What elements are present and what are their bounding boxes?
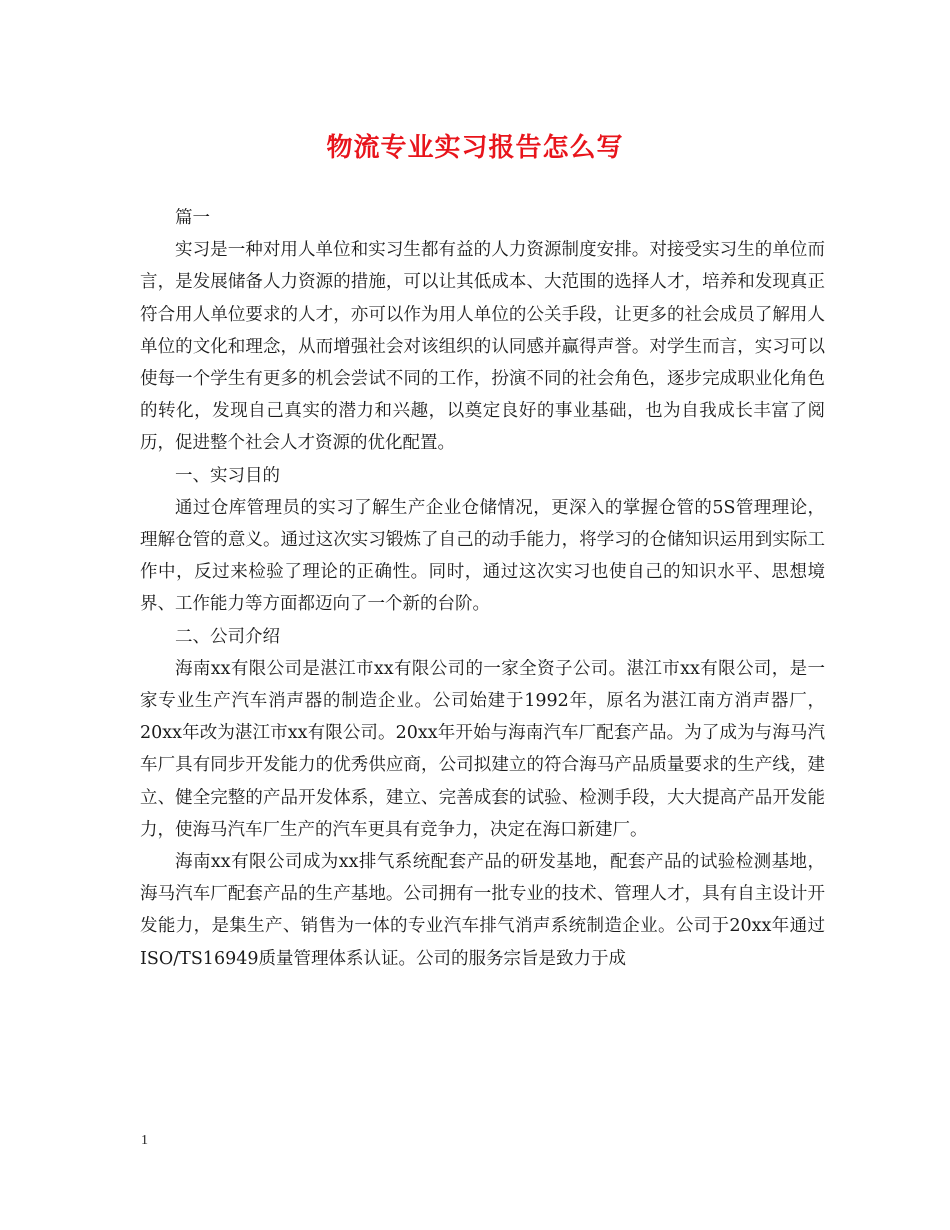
section-heading-purpose: 一、实习目的 (175, 465, 280, 486)
section-label-part-one: 篇一 (175, 208, 210, 228)
document-body (140, 202, 825, 975)
paragraph-company-profile: 海南xx有限公司成为xx排气系统配套产品的研发基地，配套产品的试验检测基地，海马汽车厂配套产品的生产基地。公司拥有一批专业的技术、管理人才，具有自主设计开发能力，是集生产、销售为一体的专业汽车排气消声系统制造企业。公司于20xx年通过ISO/TS16949质量管理体系认证。公司的服务宗旨是致力于成 (140, 852, 825, 969)
document-title: 物流专业实习报告怎么写 (326, 133, 624, 163)
page-number: 1 (141, 1133, 148, 1148)
paragraph-internship-intro: 实习是一种对用人单位和实习生都有益的人力资源制度安排。对接受实习生的单位而言，是发展储备人力资源的措施，可以让其低成本、大范围的选择人才，培养和发现真正符合用人单位要求的人才，亦可以作为用人单位的公关手段，让更多的社会成员了解用人单位的文化和理念，从而增强社会对该组织的认同感并赢得声誉。对学生而言，实习可以使每一个学生有更多的机会尝试不同的工作，扮演不同的社会角色，逐步完成职业化角色的转化，发现自己真实的潜力和兴趣，以奠定良好的事业基础，也为自我成长丰富了阅历，促进整个社会人才资源的优化配置。 (140, 240, 825, 454)
paragraph-purpose: 通过仓库管理员的实习了解生产企业仓储情况，更深入的掌握仓管的5S管理理论，理解仓管的意义。通过这次实习锻炼了自己的动手能力，将学习的仓储知识运用到实际工作中，反过来检验了理论的正确性。同时，通过这次实习也使自己的知识水平、思想境界、工作能力等方面都迈向了一个新的台阶。 (140, 497, 825, 615)
paragraph-company-history: 海南xx有限公司是湛江市xx有限公司的一家全资子公司。湛江市xx有限公司，是一家专业生产汽车消声器的制造企业。公司始建于1992年，原名为湛江南方消声器厂，20xx年改为湛江市xx有限公司。20xx年开始与海南汽车厂配套产品。为了成为与海马汽车厂具有同步开发能力的优秀供应商，公司拟建立的符合海马产品质量要求的生产线，建立、健全完整的产品开发体系，建立、完善成套的试验、检测手段，大大提高产品开发能力，使海马汽车厂生产的汽车更具有竞争力，决定在海口新建厂。 (140, 658, 825, 840)
section-heading-company: 二、公司介绍 (175, 626, 280, 647)
